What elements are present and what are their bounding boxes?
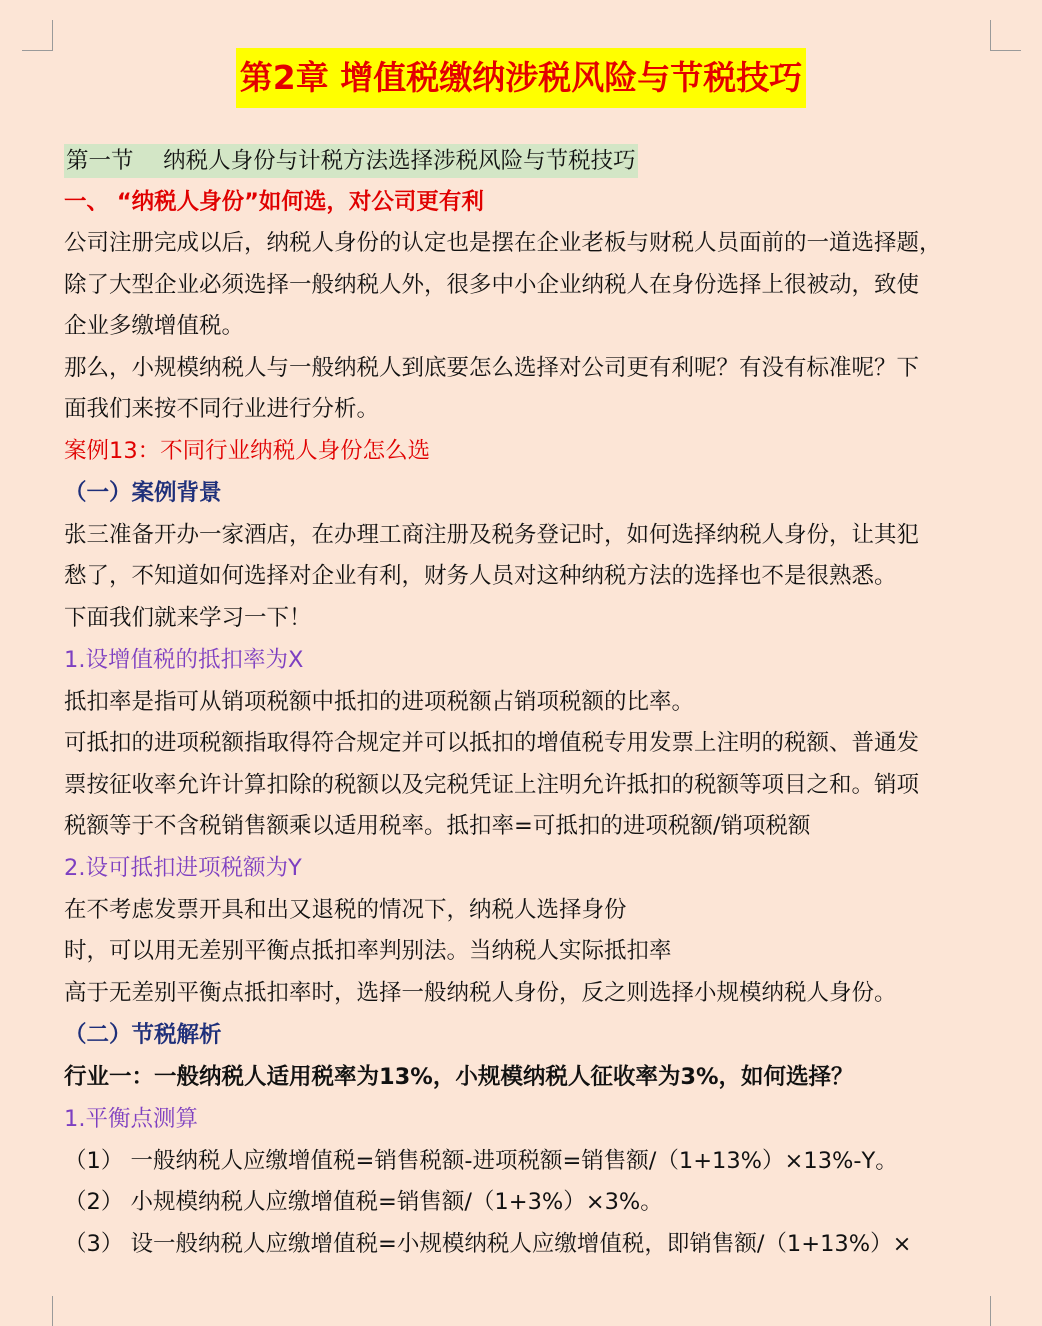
numbered-heading: 1.设增值税的抵扣率为X [64,647,304,673]
formula-line: （2） 小规模纳税人应缴增值税=销售额/（1+3%）×3%。 [64,1189,663,1215]
section-heading-line [64,146,994,176]
paragraph-line: 愁了，不知道如何选择对企业有利，财务人员对这种纳税方法的选择也不是很熟悉。 [64,563,897,589]
chapter-title: 第2章 增值税缴纳涉税风险与节税技巧 [236,48,806,108]
corner-mark-top-left [22,20,53,51]
formula-line: （1） 一般纳税人应缴增值税=销售税额-进项税额=销售额/（1+13%）×13%-Y。 [64,1148,898,1174]
numbered-heading: 2.设可抵扣进项税额为Y [64,855,302,881]
corner-mark-top-right [990,20,1021,51]
tax-analysis-heading: （二）节税解析 [64,1022,222,1048]
paragraph-line: 企业多缴增值税。 [64,313,245,339]
paragraph-line: 公司注册完成以后，纳税人身份的认定也是摆在企业老板与财税人员面前的一道选择题， [64,230,942,256]
subsection-heading: 一、 “纳税人身份”如何选，对公司更有利 [64,189,484,215]
paragraph-line: 除了大型企业必须选择一般纳税人外，很多中小企业纳税人在身份选择上很被动，致使 [64,272,920,298]
paragraph-line: 下面我们就来学习一下！ [64,605,312,631]
chapter-title-wrap [0,48,1042,108]
paragraph-line: 票按征收率允许计算扣除的税额以及完税凭证上注明允许抵扣的税额等项目之和。销项 [64,772,920,798]
paragraph-line: 税额等于不含税销售额乘以适用税率。抵扣率=可抵扣的进项税额/销项税额 [64,813,811,839]
paragraph-line: 抵扣率是指可从销项税额中抵扣的进项税额占销项税额的比率。 [64,689,695,715]
formula-line: （3） 设一般纳税人应缴增值税=小规模纳税人应缴增值税，即销售额/（1+13%）× [64,1231,912,1257]
corner-mark-bottom-left [22,1296,53,1326]
paragraph-line: 时，可以用无差别平衡点抵扣率判别法。当纳税人实际抵扣率 [64,938,672,964]
paragraph-line: 可抵扣的进项税额指取得符合规定并可以抵扣的增值税专用发票上注明的税额、普通发 [64,730,920,756]
paragraph-line: 张三准备开办一家酒店，在办理工商注册及税务登记时，如何选择纳税人身份，让其犯 [64,522,920,548]
section-heading: 第一节 纳税人身份与计税方法选择涉税风险与节税技巧 [64,144,638,178]
industry-heading: 行业一：一般纳税人适用税率为13%，小规模纳税人征收率为3%，如何选择？ [64,1064,854,1090]
paragraph-line: 面我们来按不同行业进行分析。 [64,396,380,422]
numbered-heading: 1.平衡点测算 [64,1106,198,1132]
case-background-heading: （一）案例背景 [64,480,222,506]
case-heading: 案例13：不同行业纳税人身份怎么选 [64,438,431,464]
paragraph-line: 在不考虑发票开具和出又退税的情况下，纳税人选择身份 [64,897,627,923]
corner-mark-bottom-right [990,1296,1021,1326]
paragraph-line: 高于无差别平衡点抵扣率时，选择一般纳税人身份，反之则选择小规模纳税人身份。 [64,980,897,1006]
paragraph-line: 那么，小规模纳税人与一般纳税人到底要怎么选择对公司更有利呢？有没有标准呢？下 [64,355,920,381]
